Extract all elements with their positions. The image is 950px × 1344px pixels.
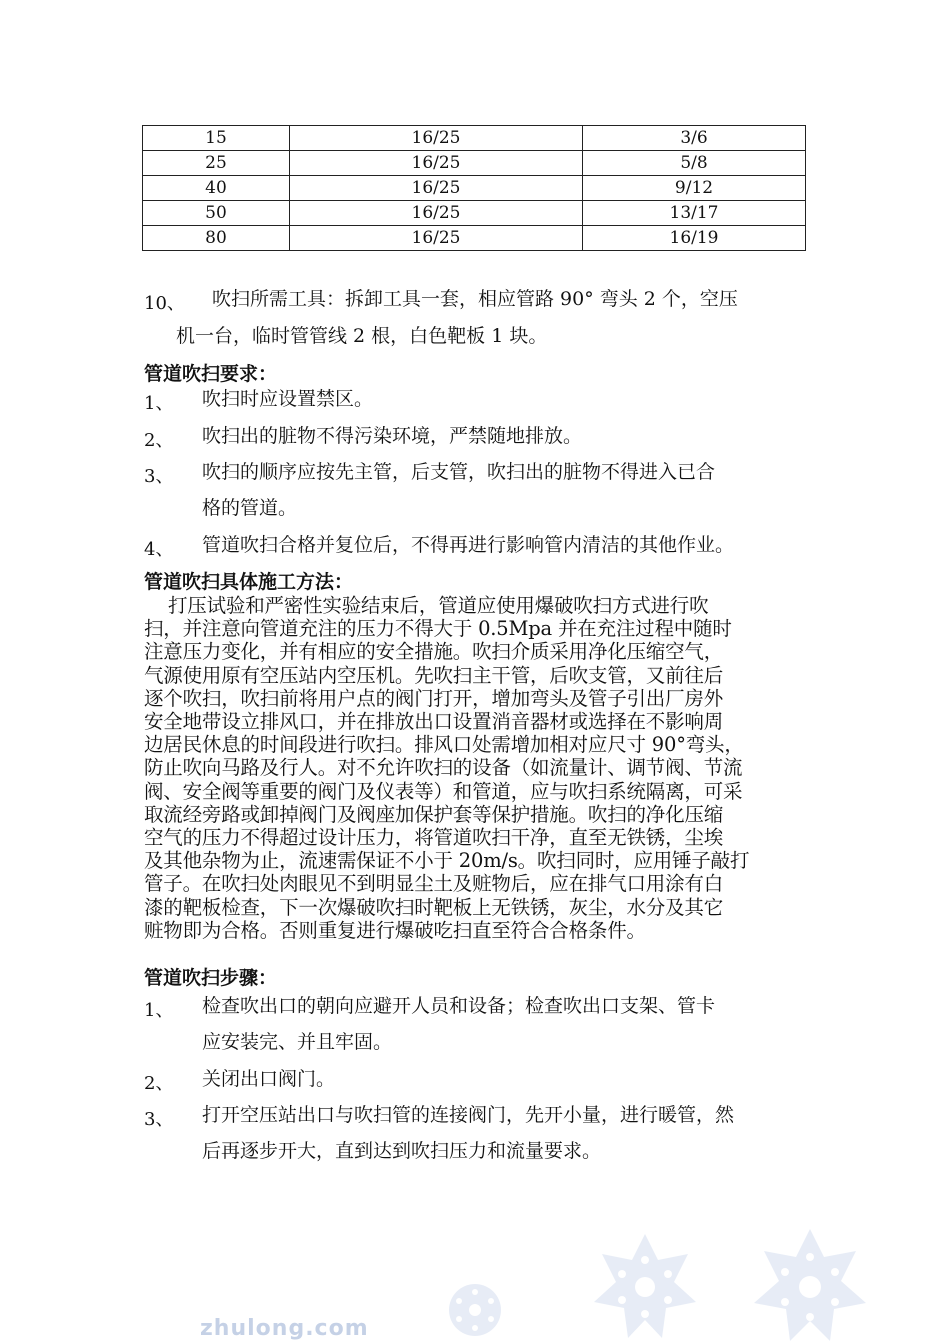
table-row (143, 151, 806, 176)
item-number: 3、 (144, 466, 174, 487)
table-cell: 50 (143, 201, 290, 226)
pipe-spec-table (142, 125, 806, 251)
section-heading: 管道吹扫要求： (144, 363, 278, 385)
table-cell: 16/25 (290, 226, 583, 251)
table-cell: 13/17 (583, 201, 806, 226)
paragraph-line: 打压试验和严密性实验结束后，管道应使用爆破吹扫方式进行吹 (144, 594, 709, 617)
item-text-line: 关闭出口阀门。 (202, 1068, 336, 1090)
paragraph-line: 逐个吹扫，吹扫前将用户点的阀门打开，增加弯头及管子引出厂房外 (144, 686, 724, 710)
snowflake-watermark-icon (590, 1230, 700, 1344)
paragraph-line: 边居民休息的时间段进行吹扫。排风口处需增加相对应尺寸 90°弯头， (144, 733, 744, 757)
table-cell: 16/25 (290, 201, 583, 226)
item-number: 2、 (144, 430, 174, 451)
table-cell: 80 (143, 226, 290, 251)
paragraph-line: 扫，并注意向管道充注的压力不得大于 0.5Mpa 并在充注过程中随时 (144, 617, 732, 641)
item-text-line: 后再逐步开大，直到达到吹扫压力和流量要求。 (202, 1140, 602, 1162)
table-cell: 3/6 (583, 126, 806, 151)
item-text-line: 检查吹出口的朝向应避开人员和设备；检查吹出口支架、管卡 (202, 995, 716, 1017)
paragraph-line: 及其他杂物为止，流速需保证不小于 20m/s。吹扫同时，应用锤子敲打 (144, 849, 750, 873)
table-cell: 5/8 (583, 151, 806, 176)
item-number: 1、 (144, 393, 174, 414)
paragraph-line: 安全地带设立排风口，并在排放出口设置消音器材或选择在不影响周 (144, 710, 724, 734)
item-text-line: 吹扫的顺序应按先主管，后支管，吹扫出的脏物不得进入已合 (202, 461, 716, 483)
item-number: 10、 (144, 293, 185, 314)
table-cell: 25 (143, 151, 290, 176)
item-number: 2、 (144, 1073, 174, 1094)
snowflake-watermark-icon (430, 1270, 520, 1344)
snowflake-watermark-icon (750, 1225, 870, 1344)
item-number: 1、 (144, 1000, 174, 1021)
paragraph-line: 气源使用原有空压站内空压机。先吹扫主干管，后吹支管，又前往后 (144, 663, 724, 687)
table-row (143, 126, 806, 151)
item-text-line: 吹扫出的脏物不得污染环境，严禁随地排放。 (202, 425, 583, 447)
paragraph-line: 防止吹向马路及行人。对不允许吹扫的设备（如流量计、调节阀、节流 (144, 756, 743, 780)
table-row (143, 201, 806, 226)
table-cell: 16/25 (290, 151, 583, 176)
table-row (143, 226, 806, 251)
paragraph-line: 漆的靶板检查，下一次爆破吹扫时靶板上无铁锈，灰尘，水分及其它 (144, 895, 724, 919)
item-number: 4、 (144, 539, 174, 560)
item-text-line: 吹扫时应设置禁区。 (202, 388, 374, 410)
table-cell: 16/25 (290, 176, 583, 201)
table-cell: 16/25 (290, 126, 583, 151)
item-text-line: 管道吹扫合格并复位后，不得再进行影响管内清洁的其他作业。 (202, 534, 735, 556)
paragraph-line: 管子。在吹扫处肉眼见不到明显尘土及赃物后，应在排气口用涂有白 (144, 872, 724, 896)
paragraph-line: 注意压力变化，并有相应的安全措施。吹扫介质采用净化压缩空气， (144, 640, 724, 664)
table-cell: 16/19 (583, 226, 806, 251)
paragraph-line: 阀、安全阀等重要的阀门及仪表等）和管道，应与吹扫系统隔离，可采 (144, 779, 743, 803)
item-number: 3、 (144, 1109, 174, 1130)
watermark-text: zhulong.com (200, 1316, 369, 1341)
section-heading: 管道吹扫步骤： (144, 967, 278, 989)
construction-method-paragraph (144, 594, 812, 942)
table-cell: 40 (143, 176, 290, 201)
item-text-line: 应安装完、并且牢固。 (202, 1031, 393, 1053)
table-row (143, 176, 806, 201)
item-text-line: 吹扫所需工具：拆卸工具一套，相应管路 90° 弯头 2 个，空压 (212, 288, 738, 310)
section-heading: 管道吹扫具体施工方法： (144, 571, 354, 593)
item-text-line: 格的管道。 (202, 497, 298, 519)
table-cell: 9/12 (583, 176, 806, 201)
paragraph-line: 空气的压力不得超过设计压力，将管道吹扫干净，直至无铁锈，尘埃 (144, 826, 724, 850)
table-cell: 15 (143, 126, 290, 151)
paragraph-line: 赃物即为合格。否则重复进行爆破吃扫直至符合合格条件。 (144, 918, 646, 942)
paragraph-line: 取流经旁路或卸掉阀门及阀座加保护套等保护措施。吹扫的净化压缩 (144, 802, 724, 826)
item-text-line: 打开空压站出口与吹扫管的连接阀门，先开小量，进行暖管，然 (202, 1104, 735, 1126)
item-text-line: 机一台，临时管管线 2 根，白色靶板 1 块。 (176, 325, 548, 347)
